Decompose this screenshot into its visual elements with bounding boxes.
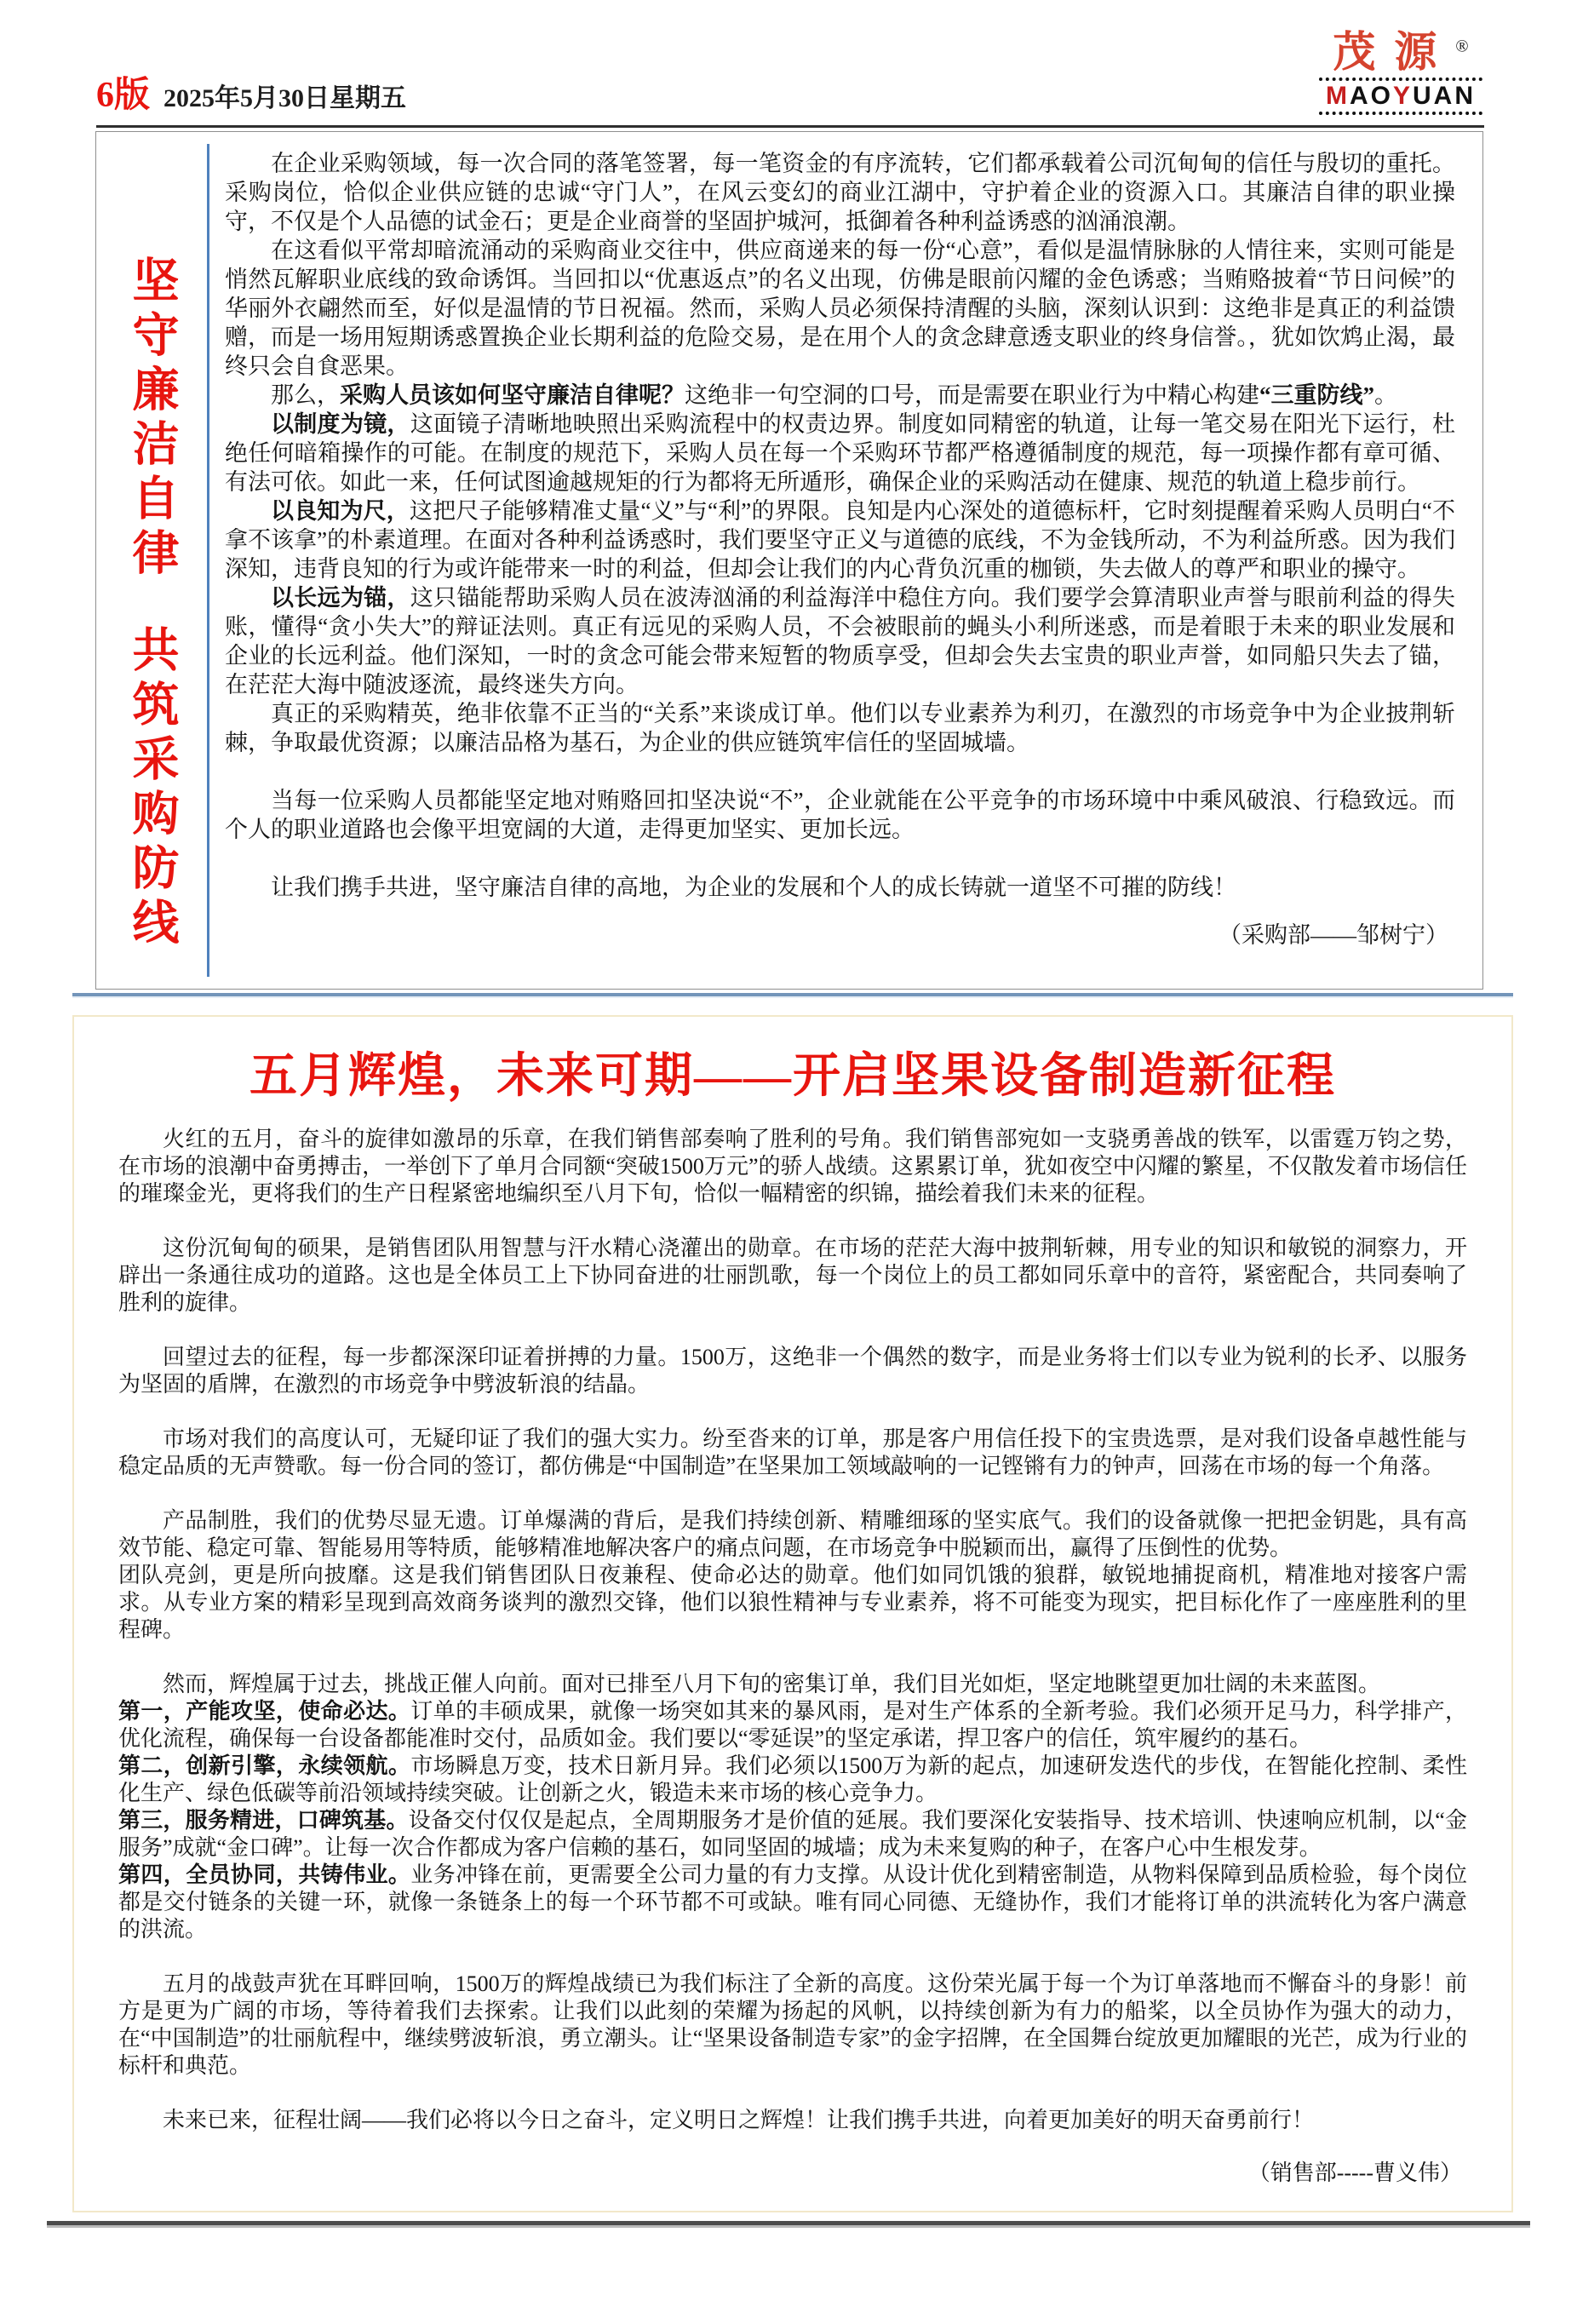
- article-procurement-integrity: [95, 131, 1483, 990]
- paragraph: 产品制胜，我们的优势尽显无遗。订单爆满的背后，是我们持续创新、精雕细琢的坚实底气。我们的设备就像一把把金钥匙，具有高效节能、稳定可靠、智能易用等特质，能够精准地解决客户的痛点问题，在市场竞争中脱颖而出，赢得了压倒性的优势。: [118, 1508, 1467, 1561]
- paragraph: 这份沉甸甸的硕果，是销售团队用智慧与汗水精心浇灌出的勋章。在市场的茫茫大海中披荆斩棘，用专业的知识和敏锐的洞察力，开辟出一条通往成功的道路。这也是全体员工上下协同奋进的壮丽凯歌，每一个岗位上的员工都如同乐章中的音符，紧密配合，共同奏响了胜利的旋律。: [118, 1236, 1467, 1316]
- paragraph: 在企业采购领域，每一次合同的落笔签署，每一笔资金的有序流转，它们都承载着公司沉甸甸的信任与殷切的重托。采购岗位，恰似企业供应链的忠诚“守门人”，在风云变幻的商业江湖中，守护着企业的资源入口。其廉洁自律的职业操守，不仅是个人品德的试金石；更是企业商誉的坚固护城河，抵御着各种利益诱惑的汹涌浪潮。: [225, 151, 1455, 234]
- paragraph: 第三，服务精进，口碑筑基。设备交付仅仅是起点，全周期服务才是价值的延展。我们要深化安装指导、技术培训、快速响应机制，以“金服务”成就“金口碑”。让每一次合作都成为客户信赖的基石，如同坚固的城墙；成为未来复购的种子，在客户心中生根发芽。: [118, 1808, 1467, 1861]
- paragraph: 然而，辉煌属于过去，挑战正催人向前。面对已排至八月下旬的密集订单，我们目光如炬，坚定地眺望更加壮阔的未来蓝图。: [163, 1672, 1381, 1697]
- logo-letter: AO: [1349, 82, 1393, 110]
- article-sales-milestone: [72, 1015, 1513, 2212]
- paragraph: 在这看似平常却暗流涌动的采购商业交往中，供应商递来的每一份“心意”，看似是温情脉脉的人情往来，实则可能是悄然瓦解职业底线的致命诱饵。当回扣以“优惠返点”的名义出现，仿佛是眼前闪耀的金色诱惑；当贿赂披着“节日问候”的华丽外衣翩然而至，好似是温情的节日祝福。然而，采购人员必须保持清醒的头脑，深刻认识到：这绝非是真正的利益馈赠，而是一场用短期诱惑置换企业长期利益的危险交易，是在用个人的贪念肆意透支职业的终身信誉。，犹如饮鸩止渴，最终只会自食恶果。: [225, 238, 1455, 379]
- page-header: [96, 66, 406, 118]
- article1-signature: （采购部——邹树宁）: [1219, 922, 1448, 948]
- paragraph: 那么，采购人员该如何坚守廉洁自律呢？这绝非一句空洞的口号，而是需要在职业行为中精心构建“三重防线”。: [271, 382, 1397, 408]
- paragraph: 以制度为镜，这面镜子清晰地映照出采购流程中的权责边界。制度如同精密的轨道，让每一笔交易在阳光下运行，杜绝任何暗箱操作的可能。在制度的规范下，采购人员在每一个采购环节都严格遵循制度的规范，每一项操作都有章可循、有法可依。如此一来，任何试图逾越规矩的行为都将无所遁形，确保企业的采购活动在健康、规范的轨道上稳步前行。: [225, 411, 1456, 495]
- paragraph: 以良知为尺，这把尺子能够精准丈量“义”与“利”的界限。良知是内心深处的道德标杆，它时刻提醒着采购人员明白“不拿不该拿”的朴素道理。在面对各种利益诱惑时，我们要坚守正义与道德的底线，不为金钱所动，不为利益所惑。因为我们深知，违背良知的行为或许能带来一时的利益，但却会让我们的内心背负沉重的枷锁，失去做人的尊严和职业的操守。: [225, 498, 1456, 582]
- logo-letter: UAN: [1413, 82, 1476, 110]
- paragraph: 五月的战鼓声犹在耳畔回响，1500万的辉煌战绩已为我们标注了全新的高度。这份荣光属于每一个为订单落地而不懈奋斗的身影！前方是更为广阔的市场，等待着我们去探索。让我们以此刻的荣耀为扬起的风帆，以持续创新为有力的船桨，以全员协作为强大的动力，在“中国制造”的壮丽航程中，继续劈波斩浪，勇立潮头。让“坚果设备制造专家”的金字招牌，在全国舞台绽放更加耀眼的光芒，成为行业的标杆和典范。: [118, 1971, 1467, 2079]
- article2-signature: （销售部-----曹义伟）: [1247, 2160, 1462, 2186]
- logo-english-text: [1319, 77, 1482, 115]
- paragraph: 团队亮剑，更是所向披靡。这是我们销售团队日夜兼程、使命必达的勋章。他们如同饥饿的狼群，敏锐地捕捉商机，精准地对接客户需求。从专业方案的精彩呈现到高效商务谈判的激烈交锋，他们以狼性精神与专业素养，将不可能变为现实，把目标化作了一座座胜利的里程碑。: [118, 1563, 1467, 1643]
- paragraph: 第一，产能攻坚，使命必达。订单的丰硕成果，就像一场突如其来的暴风雨，是对生产体系的全新考验。我们必须开足马力，科学排产，优化流程，确保每一台设备都能准时交付，品质如金。我们要以“零延误”的坚定承诺，捍卫客户的信任，筑牢履约的基石。: [118, 1699, 1467, 1752]
- publication-date: 2025年5月30日星期五: [163, 84, 407, 112]
- paragraph: 第四，全员协同，共铸伟业。业务冲锋在前，更需要全公司力量的有力支撑。从设计优化到精密制造，从物料保障到品质检验，每个岗位都是交付链条的关键一环，就像一条链条上的每一个环节都不可或缺。唯有同心同德、无缝协作，我们才能将订单的洪流转化为客户满意的洪流。: [118, 1862, 1467, 1942]
- paragraph: 火红的五月，奋斗的旋律如激昂的乐章，在我们销售部奏响了胜利的号角。我们销售部宛如一支骁勇善战的铁军，以雷霆万钧之势，在市场的浪潮中奋勇搏击，一举创下了单月合同额“突破1500万元”的骄人战绩。这累累订单，犹如夜空中闪耀的繁星，不仅散发着市场信任的璀璨金光，更将我们的生产日程紧密地编织至八月下旬，恰似一幅精密的织锦，描绘着我们未来的征程。: [118, 1127, 1467, 1207]
- registered-trademark-icon: ®: [1455, 37, 1469, 56]
- article1-paragraphs: [225, 149, 1455, 902]
- paragraph: 真正的采购精英，绝非依靠不正当的“关系”来谈成订单。他们以专业素养为利刃，在激烈的市场竞争中为企业披荆斩棘，争取最优资源；以廉洁品格为基石，为企业的供应链筑牢信任的坚固城墙。: [225, 701, 1455, 755]
- paragraph: 回望过去的征程，每一步都深深印证着拼搏的力量。1500万，这绝非一个偶然的数字，而是业务将士们以专业为锐利的长矛、以服务为坚固的盾牌，在激烈的市场竞争中劈波斩浪的结晶。: [118, 1345, 1467, 1397]
- edition-number: 6版: [96, 76, 151, 115]
- article1-body: [209, 132, 1482, 989]
- company-logo: [1286, 29, 1516, 115]
- logo-letter: M: [1325, 82, 1350, 110]
- paragraph: 以长远为锚，这只锚能帮助采购人员在波涛汹涌的利益海洋中稳住方向。我们要学会算清职业声誉与眼前利益的得失账，懂得“贪小失大”的辩证法则。真正有远见的采购人员，不会被眼前的蝇头小利所迷惑，而是着眼于未来的职业发展和企业的长远利益。他们深知，一时的贪念可能会带来短暂的物质享受，但却会失去宝贵的职业声誉，如同船只失去了锚，在茫茫大海中随波逐流，最终迷失方向。: [225, 585, 1456, 697]
- paragraph: 第二，创新引擎，永续领航。市场瞬息万变，技术日新月异。我们必须以1500万为新的起点，加速研发迭代的步伐，在智能化控制、柔性化生产、绿色低碳等前沿领域持续突破。让创新之火，锻造未来市场的核心竞争力。: [118, 1753, 1467, 1806]
- paragraph: 未来已来，征程壮阔——我们必将以今日之奋斗，定义明日之辉煌！让我们携手共进，向着更加美好的明天奋勇前行！: [163, 2108, 1315, 2133]
- page-bottom-rule: [47, 2221, 1530, 2228]
- logo-chinese-characters: 茂源: [1333, 28, 1456, 76]
- vertical-title-part1: 坚守廉洁自律: [125, 255, 178, 582]
- paragraph: 让我们携手共进，坚守廉洁自律的高地，为企业的发展和个人的成长铸就一道坚不可摧的防线！: [271, 875, 1236, 900]
- section-divider-line: [72, 993, 1513, 998]
- article2-title: 五月辉煌，未来可期——开启坚果设备制造新征程: [249, 1050, 1336, 1103]
- paragraph: 市场对我们的高度认可，无疑印证了我们的强大实力。纷至沓来的订单，那是客户用信任投下的宝贵选票，是对我们设备卓越性能与稳定品质的无声赞歌。每一份合同的签订，都仿佛是“中国制造”在坚果加工领域敲响的一记铿锵有力的钟声，回荡在市场的每一个角落。: [118, 1426, 1467, 1479]
- header-divider-line: [96, 125, 1484, 128]
- logo-letter: Y: [1392, 82, 1413, 110]
- logo-chinese-text: [1286, 29, 1516, 76]
- article2-paragraphs: [118, 1126, 1467, 2134]
- paragraph: 当每一位采购人员都能坚定地对贿赂回扣坚决说“不”，企业就能在公平竞争的市场环境中中乘风破浪、行稳致远。而个人的职业道路也会像平坦宽阔的大道，走得更加坚实、更加长远。: [225, 788, 1455, 842]
- article1-vertical-title: [96, 132, 207, 989]
- article2-body: [118, 1126, 1467, 2187]
- vertical-title-part2: 共筑采购防线: [125, 625, 178, 952]
